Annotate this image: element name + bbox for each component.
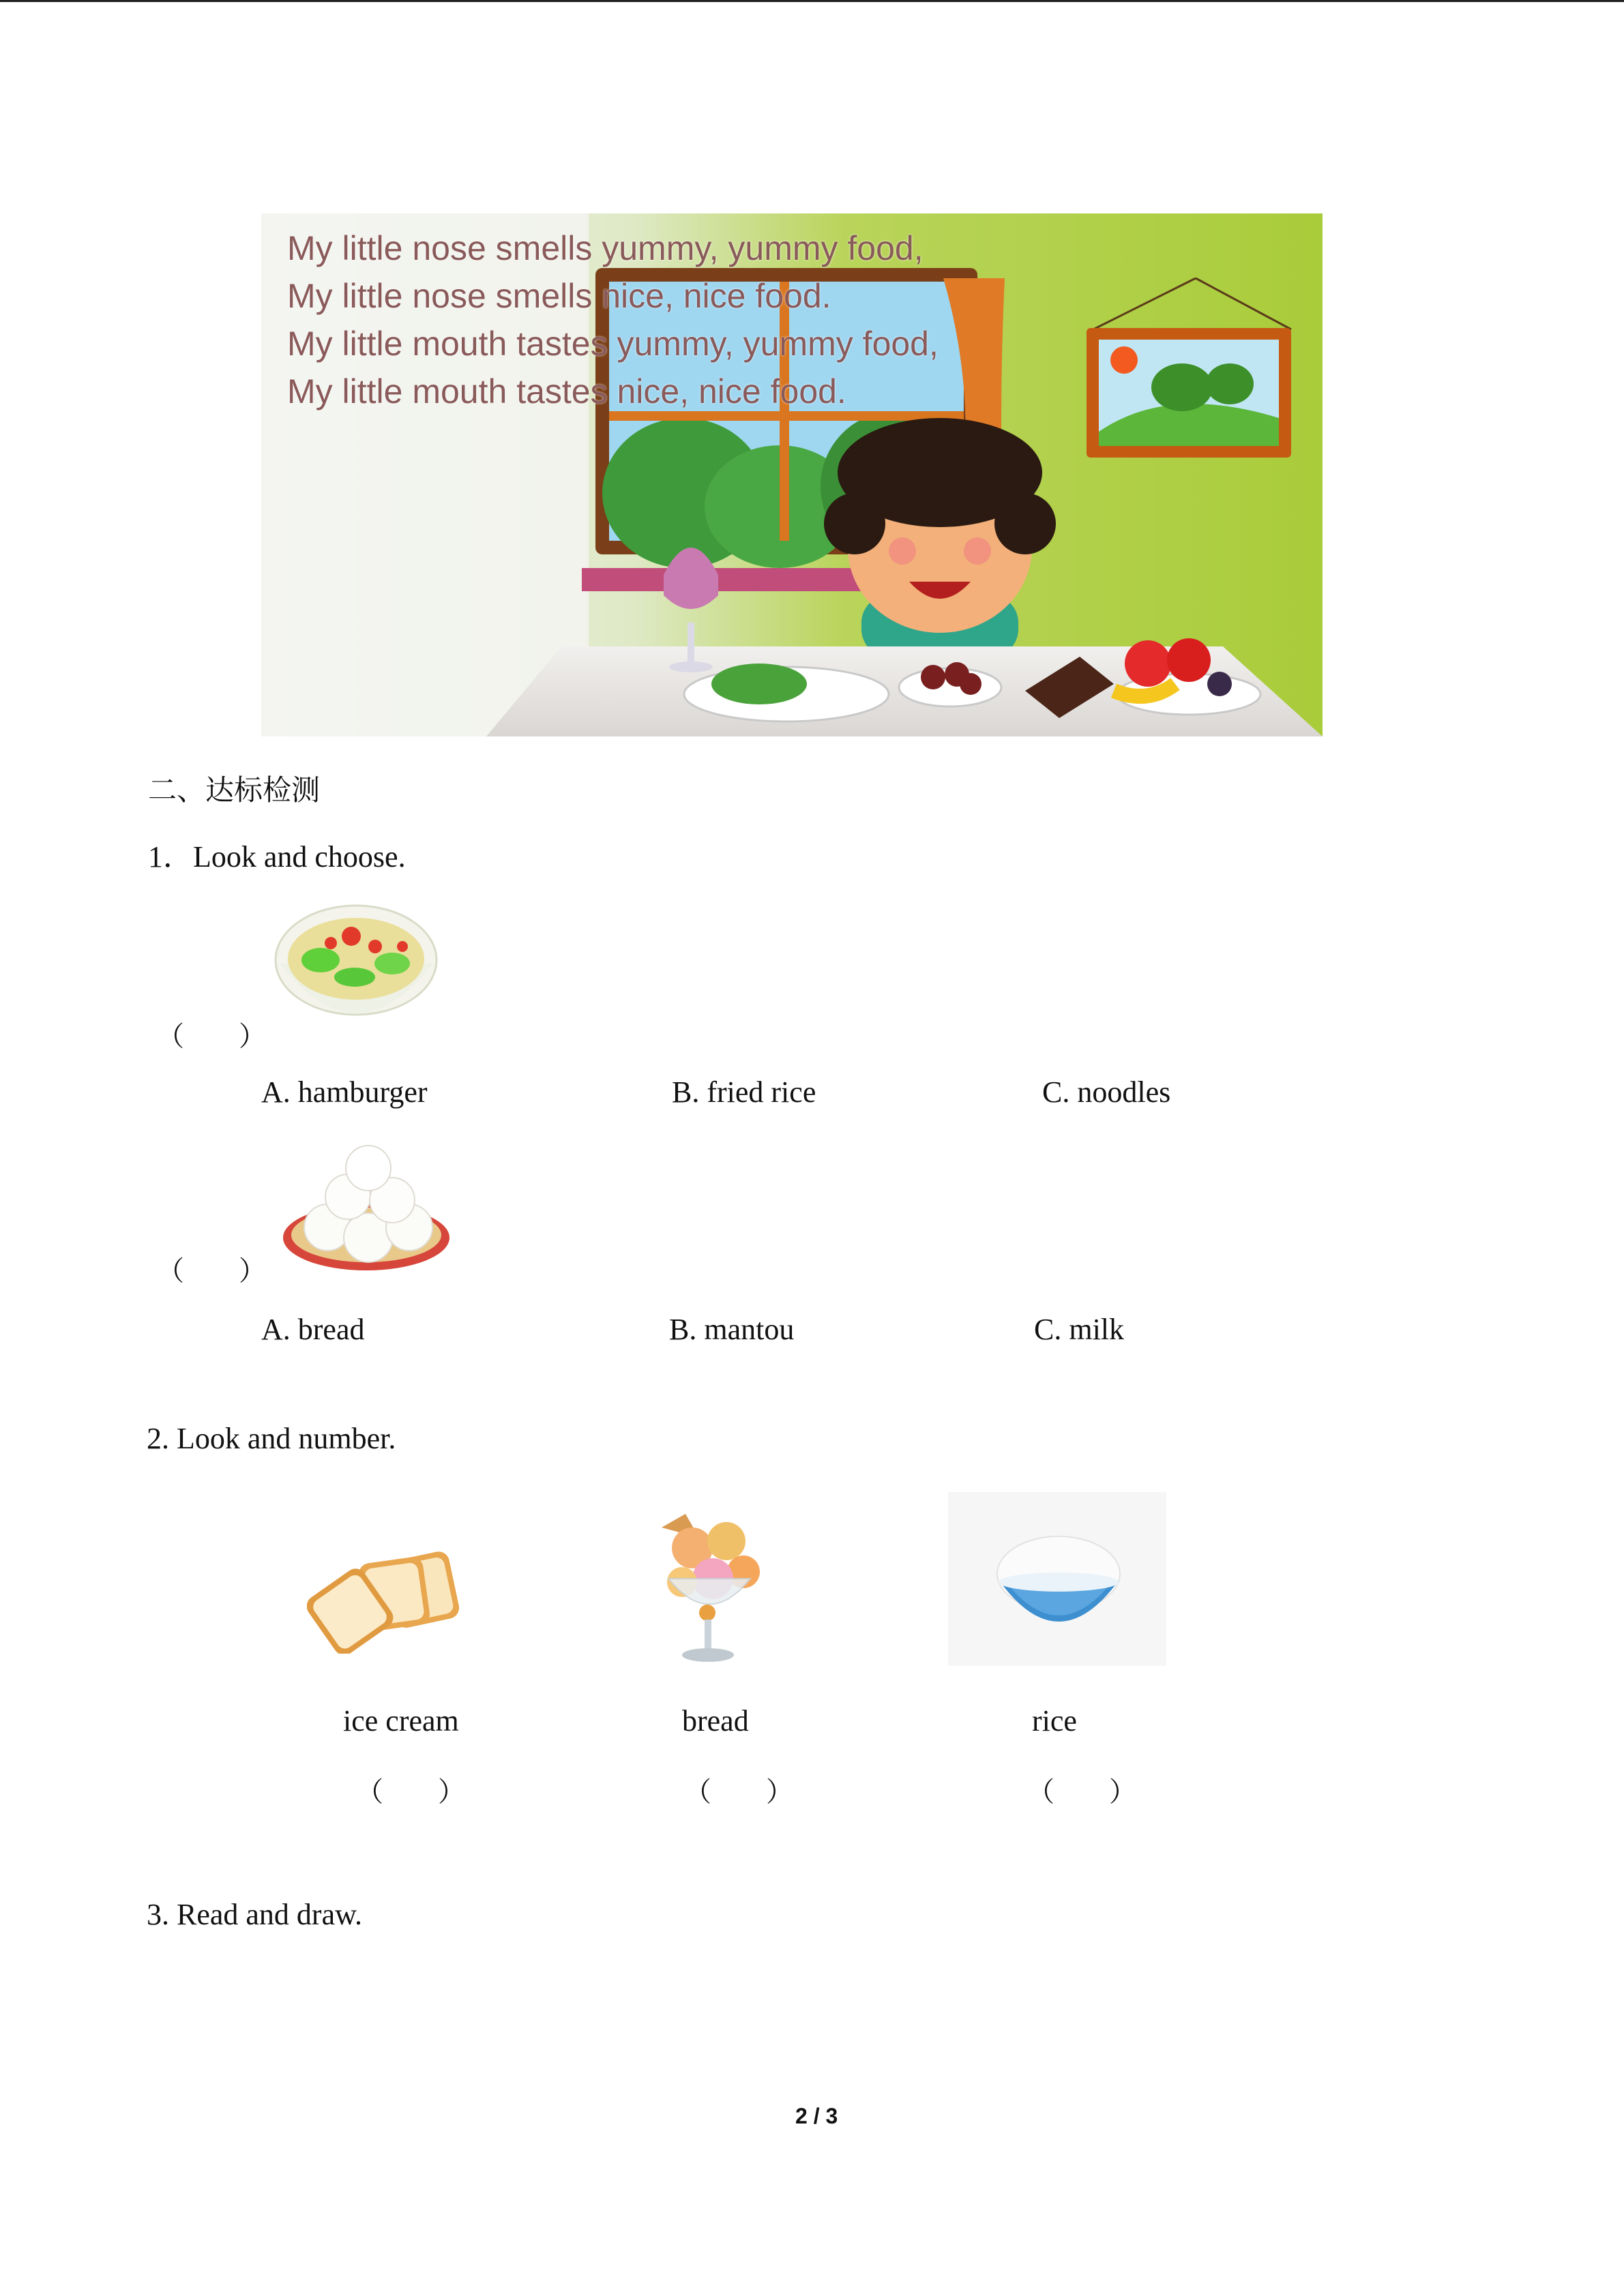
word-label: ice cream [343, 1704, 459, 1738]
option-c[interactable]: C. noodles [1042, 1075, 1171, 1109]
bread-slices-image [307, 1538, 467, 1654]
word-label: bread [682, 1704, 749, 1738]
poem-line: My little mouth tastes yummy, yummy food, [287, 325, 939, 363]
number-blank[interactable]: （ ） [684, 1776, 793, 1807]
option-a[interactable]: A. bread [261, 1313, 365, 1346]
question-1-title: 1．Look and choose. [148, 840, 406, 874]
answer-blank[interactable]: （ ） [157, 1021, 266, 1052]
number-blank[interactable]: （ ） [356, 1776, 465, 1807]
rice-bowl-image [948, 1492, 1166, 1666]
poem-line: My little nose smells yummy, yummy food, [287, 229, 924, 267]
poem-line: My little nose smells nice, nice food. [287, 277, 831, 315]
mantou-plate-image [280, 1142, 454, 1275]
question-3-title: 3. Read and draw. [147, 1898, 363, 1931]
ice-cream-cup-image [651, 1510, 767, 1667]
option-c[interactable]: C. milk [1034, 1313, 1125, 1346]
poem-text [287, 224, 939, 415]
poem-line: My little mouth tastes nice, nice food. [287, 372, 846, 411]
option-b[interactable]: B. mantou [669, 1313, 795, 1346]
page-number: 2 / 3 [795, 2104, 838, 2128]
option-b[interactable]: B. fried rice [672, 1075, 816, 1109]
number-blank[interactable]: （ ） [1027, 1776, 1136, 1807]
question-2-title: 2. Look and number. [147, 1422, 396, 1455]
word-label: rice [1032, 1704, 1077, 1738]
section-heading: 二、达标检测 [148, 773, 321, 807]
option-a[interactable]: A. hamburger [261, 1075, 428, 1109]
noodles-bowl-image [273, 899, 440, 1042]
answer-blank[interactable]: （ ） [157, 1255, 266, 1286]
poem-illustration [261, 213, 1323, 736]
page-top-border [0, 0, 1624, 2]
